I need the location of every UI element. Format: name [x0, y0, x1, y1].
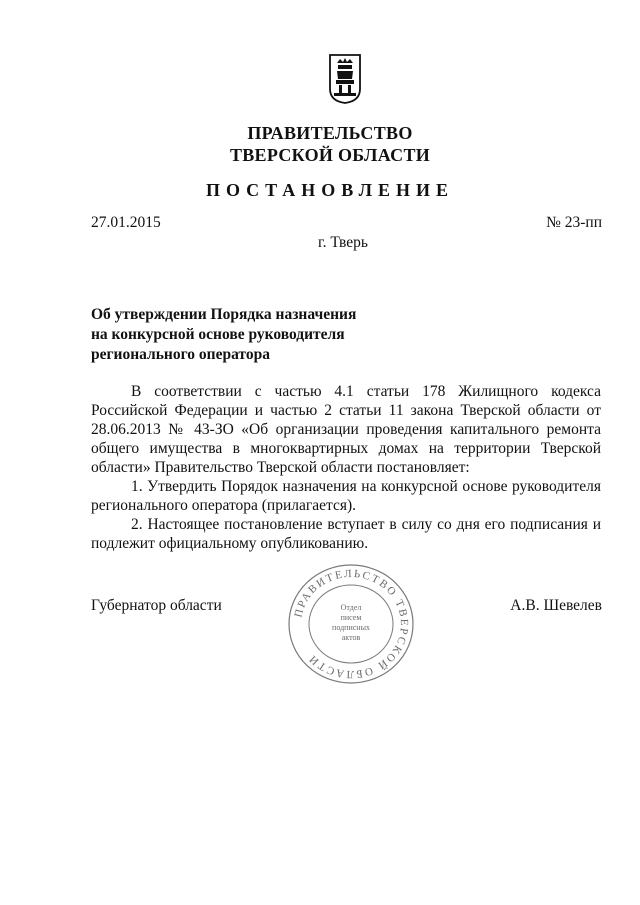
body-paragraph: 1. Утвердить Порядок назначения на конкурсной основе руководителя регионального оператора (прилагается).: [91, 478, 601, 514]
stamp-center-line: Отдел: [340, 603, 362, 612]
body-paragraph: В соответствии с частью 4.1 статьи 178 Жилищного кодекса Российской Федерации и частью 2 статьи 11 закона Тверской области от 28.06.2013 № 43-ЗО «Об организации проведения капитального ремонта общего имущества в многоквартирных домах на территории Тверской области» Правительство Тверской области постановляет:: [91, 383, 601, 476]
stamp-center-line: писем: [340, 613, 362, 622]
document-title: [91, 305, 411, 365]
body-paragraph: 2. Настоящее постановление вступает в силу со дня его подписания и подлежит официальному опубликованию.: [91, 516, 601, 552]
stamp-ring-text: ПРАВИТЕЛЬСТВО ТВЕРСКОЙ ОБЛАСТИ: [292, 567, 411, 681]
signer-position: Губернатор области: [91, 597, 222, 614]
title-line: Об утверждении Порядка назначения: [91, 306, 357, 323]
title-line: регионального оператора: [91, 346, 270, 363]
document-city: г. Тверь: [318, 234, 368, 251]
org-name-line1: ПРАВИТЕЛЬСТВО: [247, 123, 413, 143]
stamp-center-line: подписных: [332, 623, 370, 632]
org-name-line2: ТВЕРСКОЙ ОБЛАСТИ: [229, 145, 431, 165]
document-date: 27.01.2015: [91, 214, 161, 231]
signer-name: А.В. Шевелев: [510, 597, 602, 614]
document-body: [91, 382, 601, 553]
document-type: ПОСТАНОВЛЕНИЕ: [205, 180, 455, 200]
title-line: на конкурсной основе руководителя: [91, 326, 345, 343]
document-number: № 23-пп: [546, 214, 602, 231]
official-stamp: [287, 562, 415, 686]
stamp-center-line: актов: [341, 633, 361, 642]
coat-of-arms-icon: [328, 53, 362, 105]
